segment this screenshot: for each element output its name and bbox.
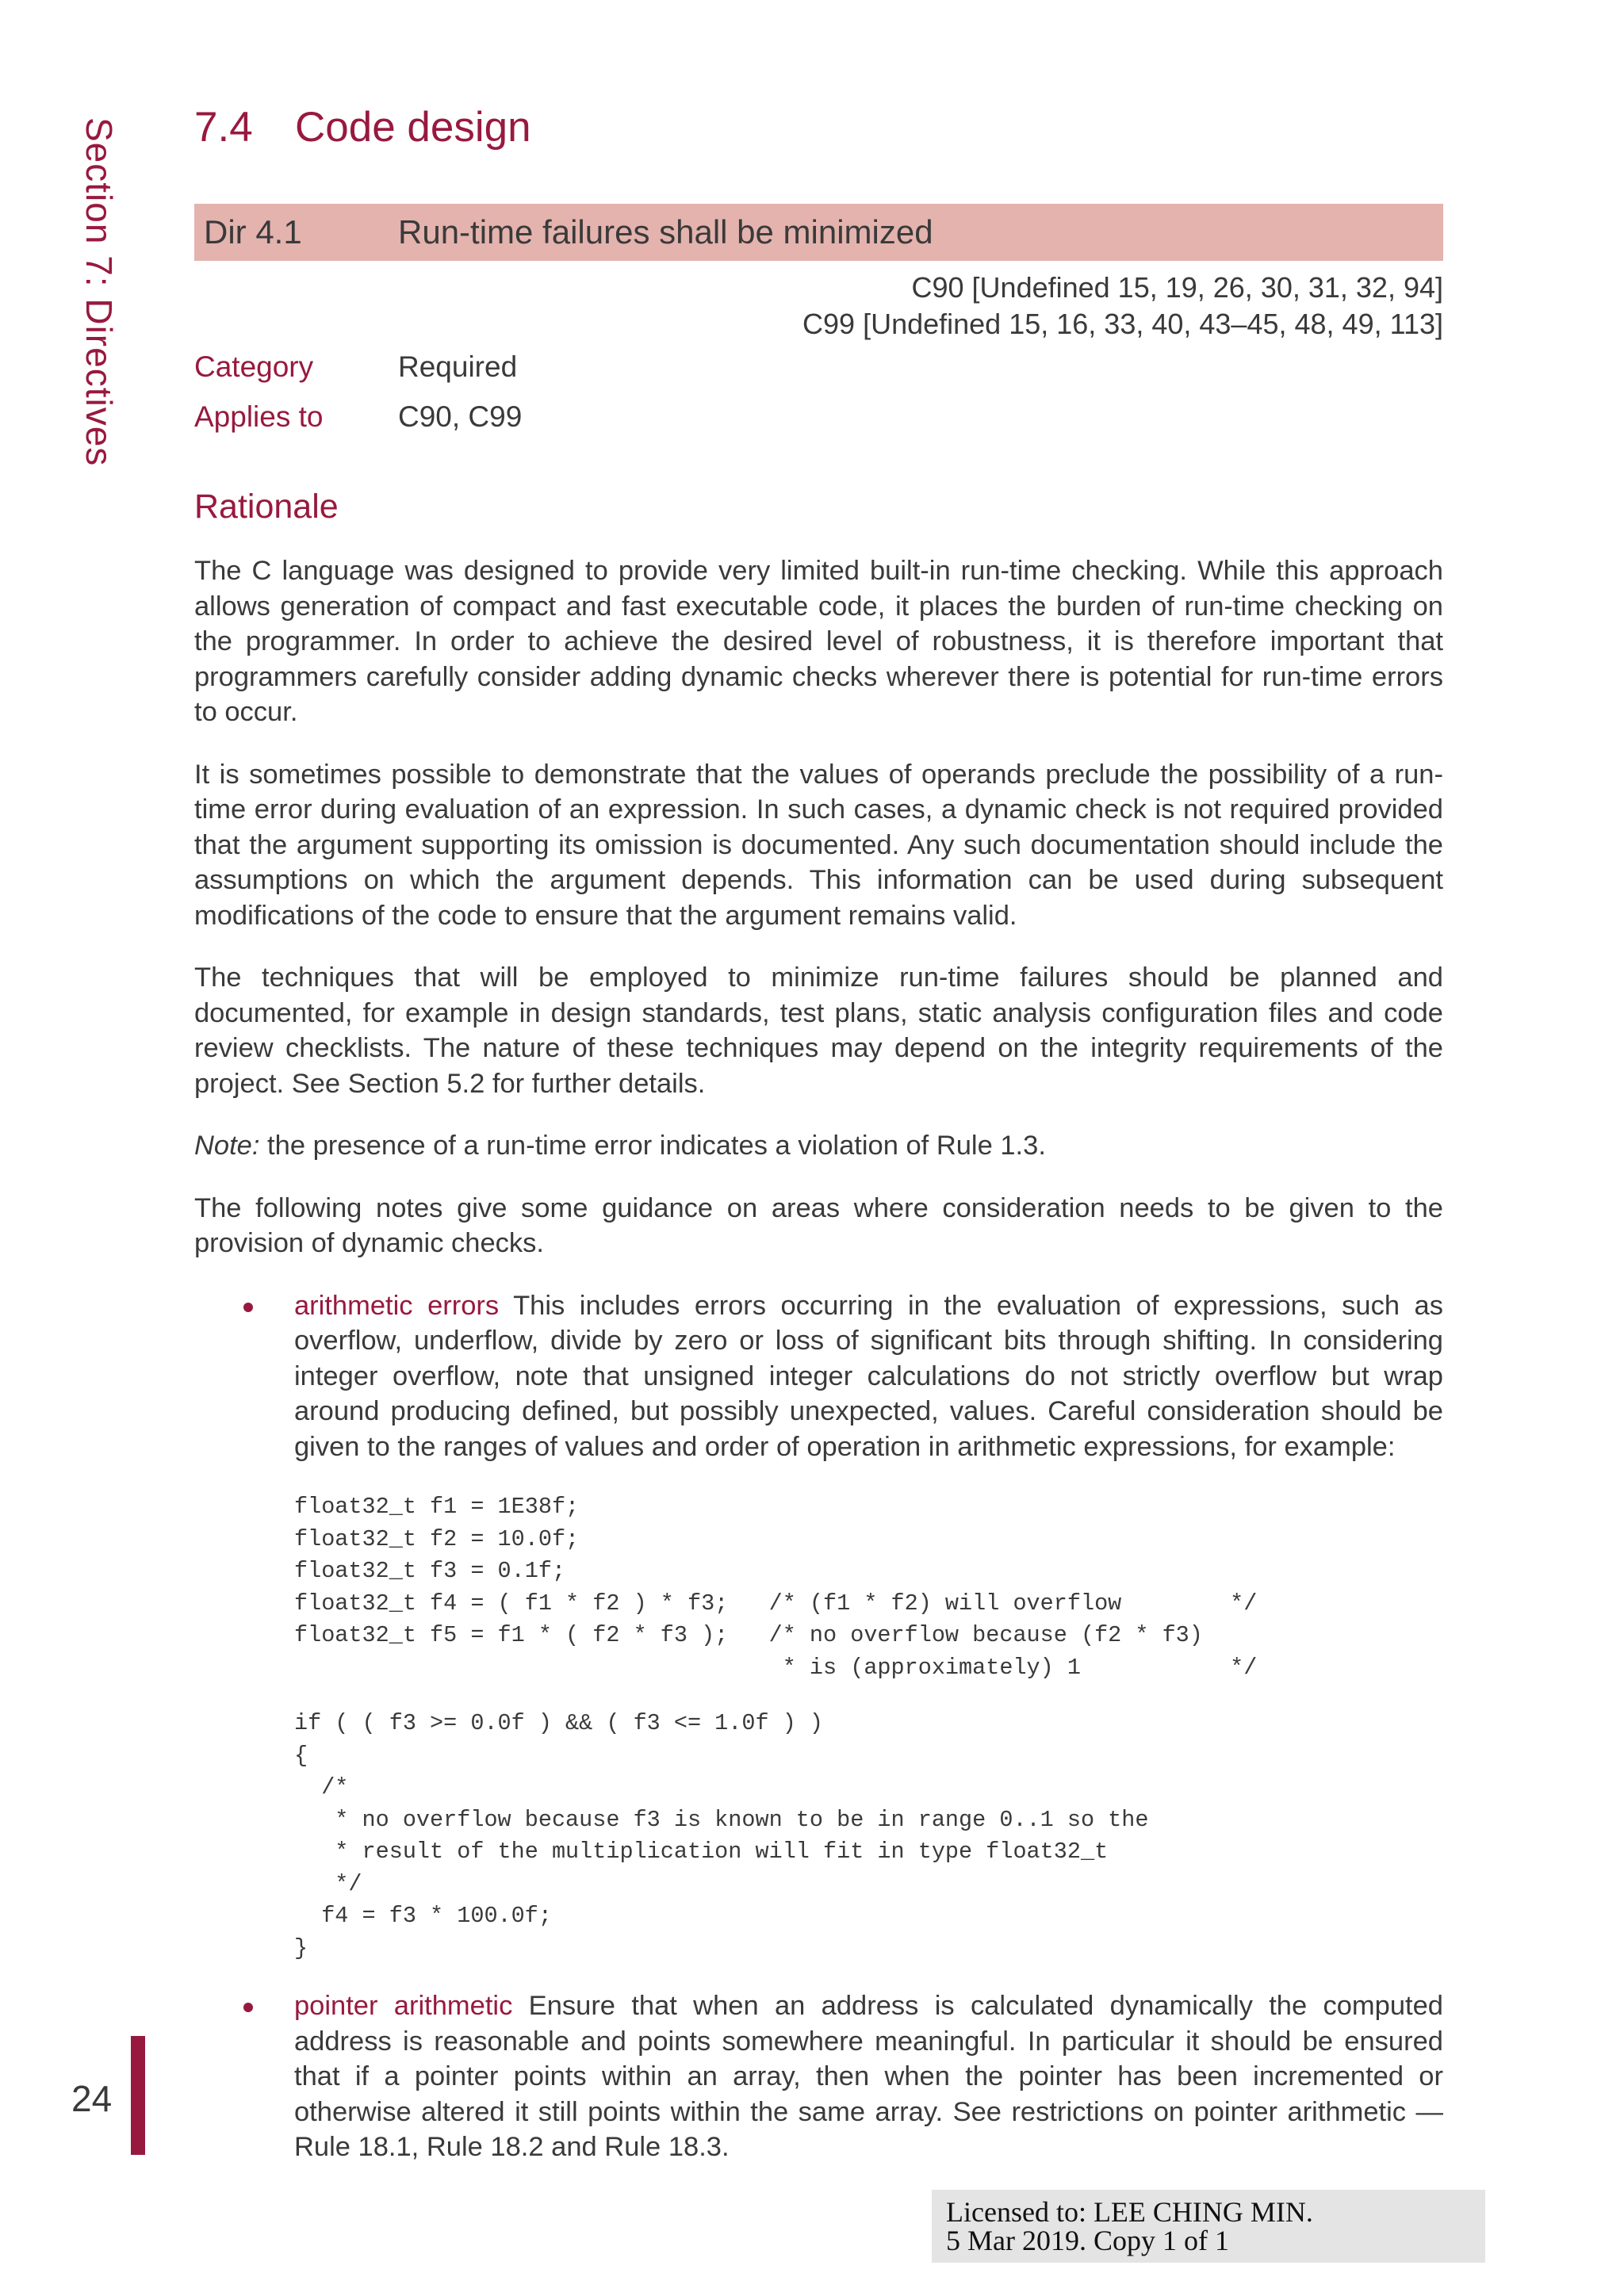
applies-to-label: Applies to — [194, 400, 324, 433]
note-text: the presence of a run-time error indicates a violation of Rule 1.3. — [259, 1131, 1046, 1161]
bullet-text: Ensure that when an address is calculated dynamically the computed address is reasonable and points somewhere meaningful. In particular it should be ensured that if a pointer points within an array, then when the pointer has been incremented or otherwise altered it still points within the same array. See restrictions on pointer arithmetic — Rule 18.1, Rule 18.2 and Rule 18.3. — [294, 1991, 1443, 2162]
directive-title: Run-time failures shall be minimized — [398, 213, 933, 251]
code-example: float32_t f1 = 1E38f; float32_t f2 = 10.0f; float32_t f3 = 0.1f; float32_t f4 = ( f1 * f2 ) * f3; /* (f1 * f2) will overflow */ float32_t f5 = f1 * ( f2 * f3 ); /* no overflow because (f2 * f3) * is (approximately) 1 */ — [294, 1494, 1258, 1681]
bullet-text: This includes errors occurring in the evaluation of expressions, such as overflow, underflow, divide by zero or loss of significant bits through shifting. In considering integer overflow, note that unsigned integer calculations do not strictly overflow but wrap around producing defined, but possibly unexpected, values. Careful consideration should be given to the ranges of values and order of operation in arithmetic expressions, for example: — [294, 1290, 1443, 1462]
paragraph: It is sometimes possible to demonstrate that the values of operands preclude the possibility of a run-time error during evaluation of an expression. In such cases, a dynamic check is not required provided that the argument supporting its omission is documented. Any such documentation should include the assumptions on which the argument depends. This information can be used during subsequent modifications of the code to ensure that the argument remains valid. — [194, 759, 1443, 931]
category-label: Category — [194, 350, 314, 383]
reference-c90: C90 [Undefined 15, 19, 26, 30, 31, 32, 94] — [911, 271, 1443, 304]
bullet-icon — [243, 2003, 253, 2012]
bullet-term: pointer arithmetic — [294, 1991, 513, 2021]
paragraph: The techniques that will be employed to minimize run-time failures should be planned and documented, for example in design standards, test plans, static analysis configuration files and code review checklists. The nature of these techniques may depend on the integrity requirements of the project. See Section 5.2 for further details. — [194, 962, 1443, 1099]
bullet-term: arithmetic errors — [294, 1290, 500, 1321]
rationale-body — [194, 553, 1443, 2192]
bullet-item — [194, 1988, 1443, 2165]
undefined-behaviour-references — [802, 270, 1443, 342]
license-line: 5 Mar 2019. Copy 1 of 1 — [946, 2225, 1229, 2256]
note-paragraph — [194, 1128, 1443, 1164]
paragraph: The following notes give some guidance on areas where consideration needs to be given to the provision of dynamic checks. — [194, 1192, 1443, 1258]
license-stamp — [932, 2190, 1485, 2263]
rationale-heading: Rationale — [194, 488, 339, 526]
paragraph: The C language was designed to provide very limited built-in run-time checking. While this approach allows generation of compact and fast executable code, it places the burden of run-time checking on the programmer. In order to achieve the desired level of robustness, it is therefore important that programmers carefully consider adding dynamic checks wherever there is potential for run-time errors to occur. — [194, 556, 1443, 727]
reference-c99: C99 [Undefined 15, 16, 33, 40, 43–45, 48, 49, 113] — [802, 308, 1443, 340]
section-title: Code design — [295, 104, 531, 151]
license-line: Licensed to: LEE CHING MIN. — [946, 2196, 1313, 2228]
directive-id: Dir 4.1 — [204, 213, 302, 251]
directive-banner — [194, 204, 1443, 261]
bullet-icon — [243, 1303, 253, 1312]
note-label: Note: — [194, 1131, 260, 1161]
category-value: Required — [398, 350, 518, 383]
page-number: 24 — [71, 2078, 113, 2119]
bullet-item — [194, 1288, 1443, 1465]
page-number-bar — [131, 2036, 145, 2155]
section-number: 7.4 — [194, 104, 253, 151]
applies-to-row — [194, 400, 522, 434]
category-row — [194, 350, 517, 384]
section-side-label: Section 7: Directives — [79, 117, 120, 467]
section-heading — [194, 103, 531, 151]
code-example: if ( ( f3 >= 0.0f ) && ( f3 <= 1.0f ) ) { /* * no overflow because f3 is known to be in range 0..1 so the * result of the multiplication will fit in type float32_t */ f4 = f3 * 100.0f; } — [294, 1710, 1149, 1961]
applies-to-value: C90, C99 — [398, 400, 523, 433]
